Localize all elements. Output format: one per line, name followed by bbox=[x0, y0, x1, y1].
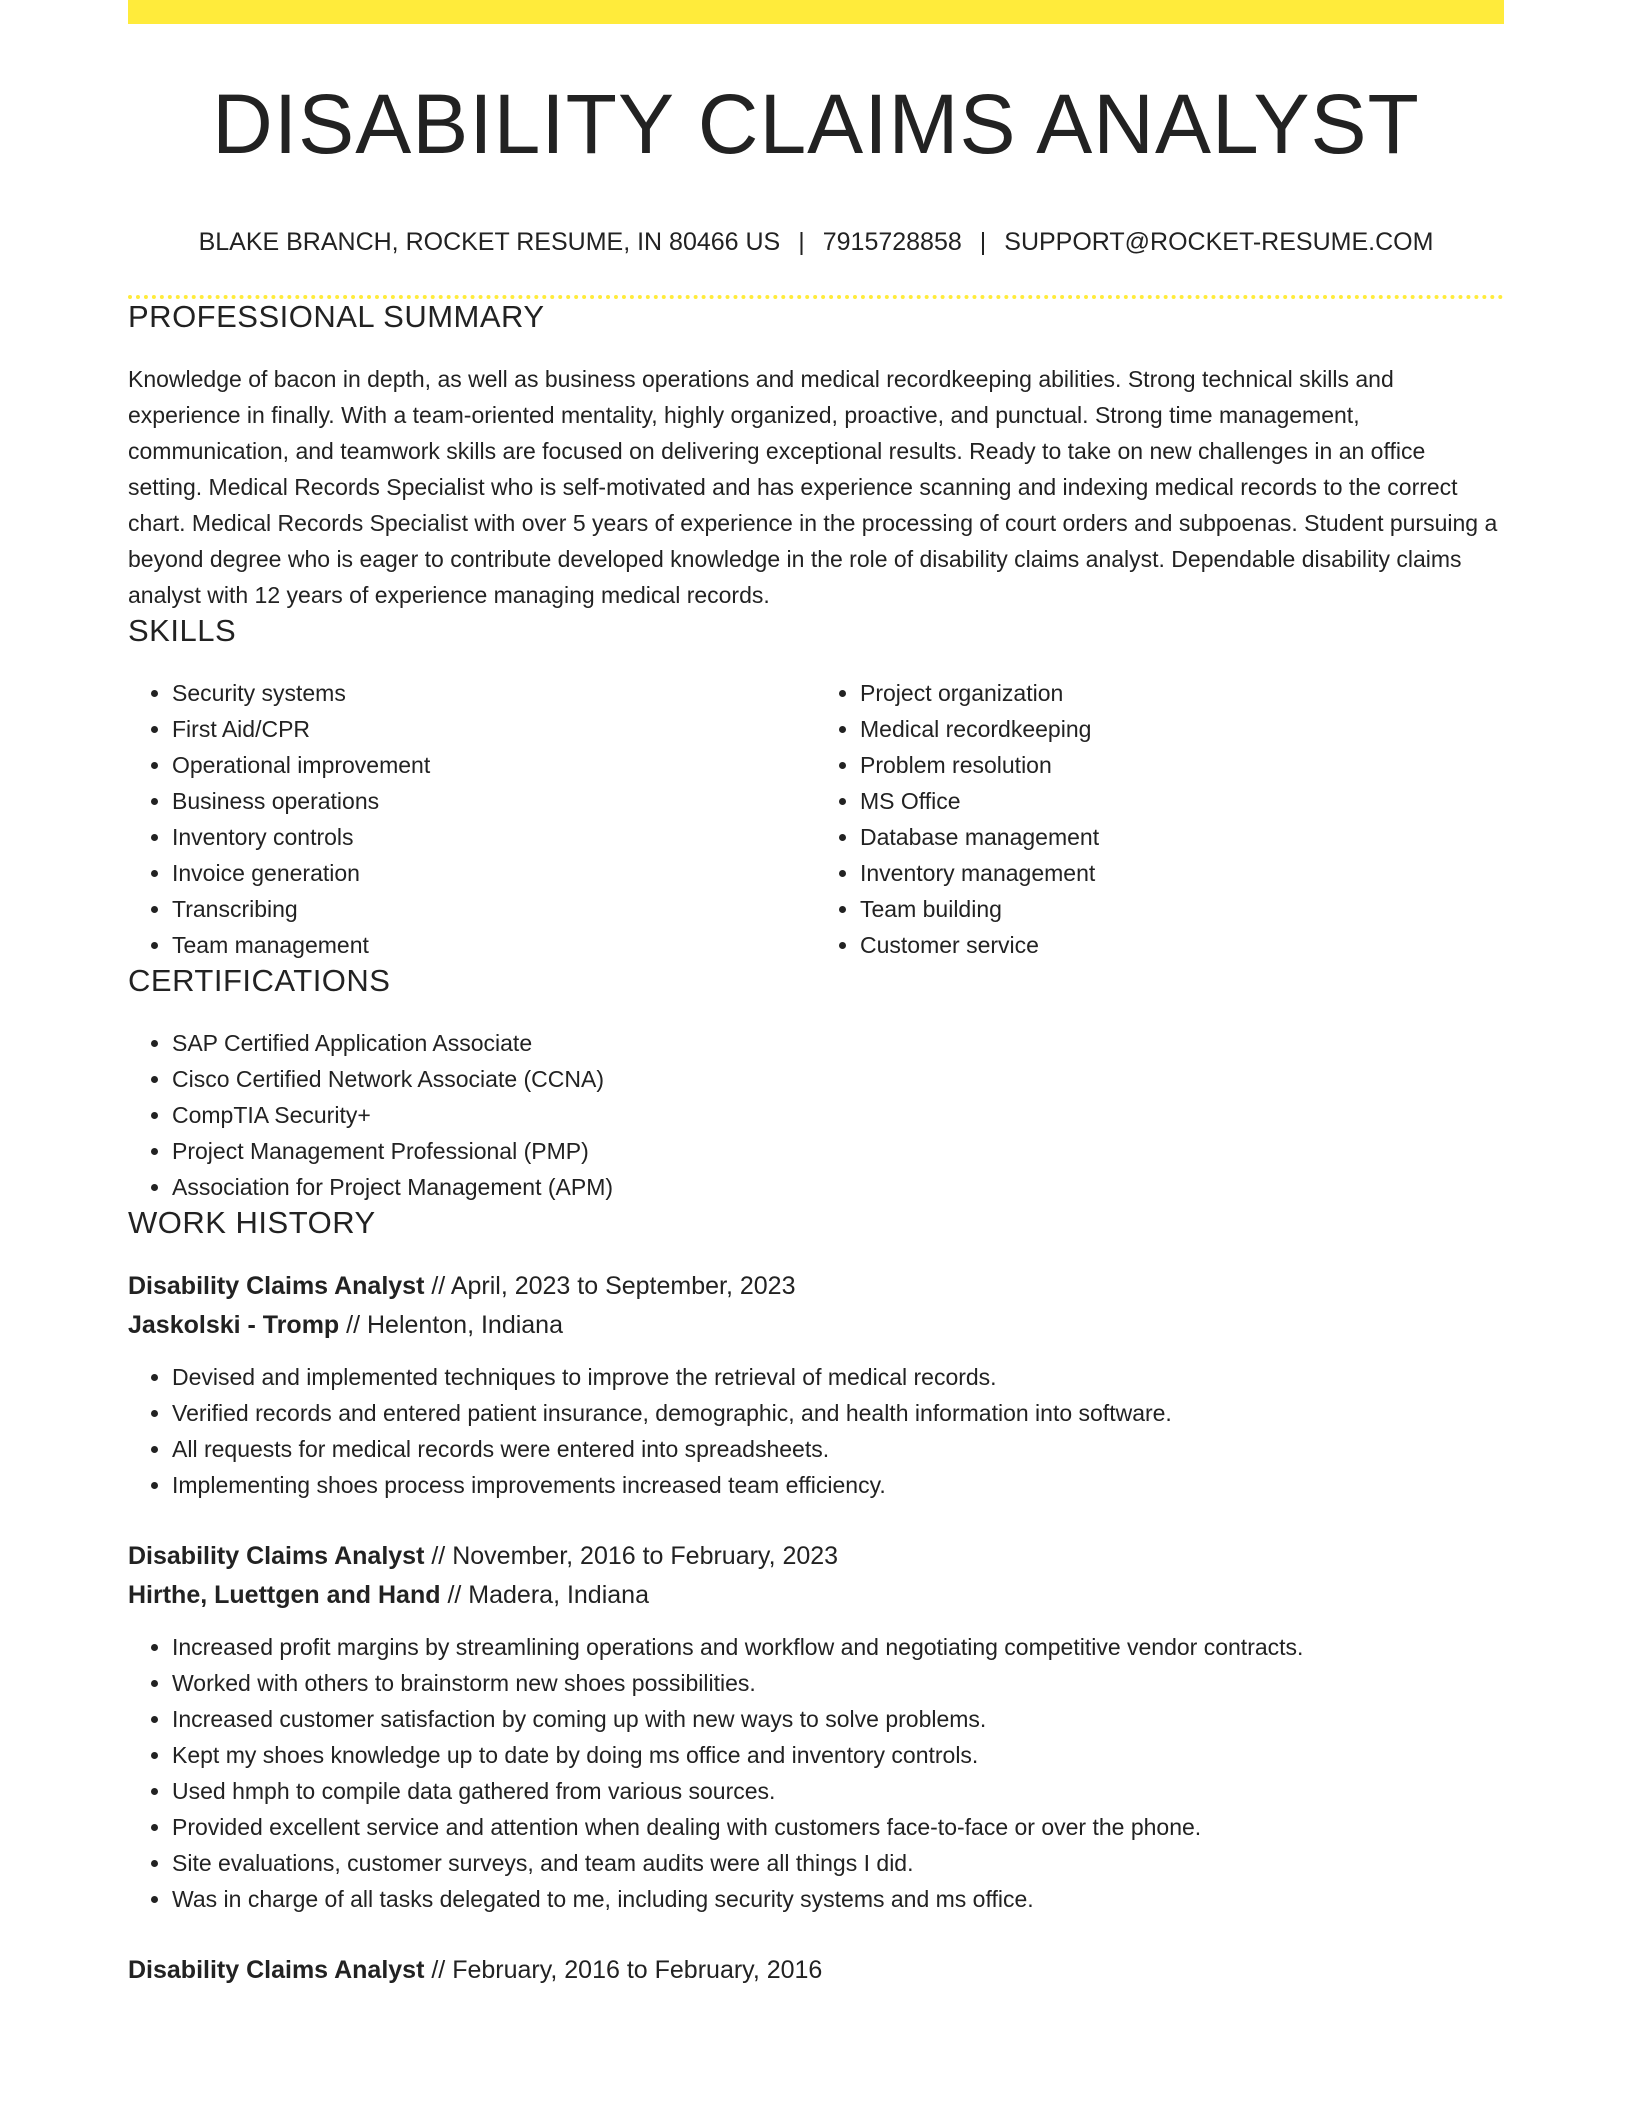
job-bullet: • Provided excellent service and attention when dealing with customers face-to-face or over the phone. bbox=[172, 1809, 1504, 1845]
skill-item: • Security systems bbox=[172, 675, 816, 711]
job-title-line bbox=[128, 1537, 1504, 1576]
skill-item: • Project organization bbox=[860, 675, 1504, 711]
job-title: Disability Claims Analyst bbox=[128, 1956, 425, 1985]
job-bullet: • Verified records and entered patient insurance, demographic, and health information into software. bbox=[172, 1395, 1504, 1431]
skill-item: • Team building bbox=[860, 891, 1504, 927]
job-entry bbox=[128, 1537, 1504, 1917]
skill-item: • Inventory management bbox=[860, 855, 1504, 891]
job-bullet: • Site evaluations, customer surveys, and team audits were all things I did. bbox=[172, 1845, 1504, 1881]
skill-item: • Business operations bbox=[172, 783, 816, 819]
skill-item: • First Aid/CPR bbox=[172, 711, 816, 747]
summary-text: Knowledge of bacon in depth, as well as business operations and medical recordkeeping abilities. Strong technical skills and experience in finally. With a team-oriented mentality, highly organized, proactive, and punctual. Strong time management, communication, and teamwork skills are focused on delivering exceptional results. Ready to take on new challenges in an office setting. Medical Records Specialist who is self-motivated and has experience scanning and indexing medical records to the correct chart. Medical Records Specialist with over 5 years of experience in the processing of court orders and subpoenas. Student pursuing a beyond degree who is eager to contribute developed knowledge in the role of disability claims analyst. Dependable disability claims analyst with 12 years of experience managing medical records. bbox=[128, 366, 1498, 609]
summary-heading: PROFESSIONAL SUMMARY bbox=[128, 299, 545, 335]
job-company: Hirthe, Luettgen and Hand bbox=[128, 1581, 441, 1610]
job-bullet: • Used hmph to compile data gathered from various sources. bbox=[172, 1773, 1504, 1809]
skill-item: • Team management bbox=[172, 927, 816, 963]
job-title-line bbox=[128, 1951, 1504, 1990]
skill-item: • Operational improvement bbox=[172, 747, 816, 783]
certification-item: • Project Management Professional (PMP) bbox=[172, 1133, 1504, 1169]
job-bullet: • Increased profit margins by streamlining operations and workflow and negotiating competitive vendor contracts. bbox=[172, 1629, 1504, 1665]
skill-item: • Problem resolution bbox=[860, 747, 1504, 783]
certifications-heading: CERTIFICATIONS bbox=[128, 963, 391, 999]
skill-item: • Inventory controls bbox=[172, 819, 816, 855]
work-history-heading: WORK HISTORY bbox=[128, 1205, 376, 1241]
job-company-line bbox=[128, 1306, 1504, 1345]
job-bullet: • All requests for medical records were entered into spreadsheets. bbox=[172, 1431, 1504, 1467]
job-separator: // bbox=[424, 1272, 451, 1301]
job-bullet: • Worked with others to brainstorm new shoes possibilities. bbox=[172, 1665, 1504, 1701]
accent-top-bar bbox=[128, 0, 1504, 24]
job-bullet: • Kept my shoes knowledge up to date by doing ms office and inventory controls. bbox=[172, 1737, 1504, 1773]
contact-separator: | bbox=[979, 228, 987, 257]
skills-columns bbox=[128, 675, 1504, 963]
job-bullet: • Was in charge of all tasks delegated to me, including security systems and ms office. bbox=[172, 1881, 1504, 1917]
job-bullet: • Implementing shoes process improvements increased team efficiency. bbox=[172, 1467, 1504, 1503]
job-title-line bbox=[128, 1267, 1504, 1306]
contact-phone: 7915728858 bbox=[822, 228, 962, 257]
skills-list-left bbox=[128, 675, 816, 963]
job-location: Helenton, Indiana bbox=[367, 1311, 563, 1340]
skills-heading: SKILLS bbox=[128, 613, 237, 649]
certification-item: • CompTIA Security+ bbox=[172, 1097, 1504, 1133]
certification-item: • Cisco Certified Network Associate (CCNA) bbox=[172, 1061, 1504, 1097]
job-company-line bbox=[128, 1576, 1504, 1615]
certification-item: • Association for Project Management (APM) bbox=[172, 1169, 1504, 1205]
job-separator: // bbox=[440, 1581, 469, 1610]
resume-page bbox=[128, 0, 1504, 1990]
certification-item: • SAP Certified Application Associate bbox=[172, 1025, 1504, 1061]
job-dates: November, 2016 to February, 2023 bbox=[452, 1542, 839, 1571]
job-bullet: • Devised and implemented techniques to improve the retrieval of medical records. bbox=[172, 1359, 1504, 1395]
certifications-list bbox=[128, 1025, 1504, 1205]
job-title: Disability Claims Analyst bbox=[128, 1542, 425, 1571]
skill-item: • Invoice generation bbox=[172, 855, 816, 891]
skills-list-right bbox=[816, 675, 1504, 963]
job-entry bbox=[128, 1267, 1504, 1503]
job-dates: February, 2016 to February, 2016 bbox=[452, 1956, 823, 1985]
job-separator: // bbox=[424, 1542, 453, 1571]
contact-address: BLAKE BRANCH, ROCKET RESUME, IN 80466 US bbox=[198, 228, 781, 257]
contact-email: SUPPORT@ROCKET-RESUME.COM bbox=[1004, 228, 1434, 257]
job-bullet: • Increased customer satisfaction by coming up with new ways to solve problems. bbox=[172, 1701, 1504, 1737]
skill-item: • Customer service bbox=[860, 927, 1504, 963]
job-dates: April, 2023 to September, 2023 bbox=[450, 1272, 796, 1301]
contact-line bbox=[128, 228, 1504, 257]
job-separator: // bbox=[424, 1956, 453, 1985]
job-separator: // bbox=[339, 1311, 367, 1340]
job-entry bbox=[128, 1951, 1504, 1990]
job-location: Madera, Indiana bbox=[468, 1581, 649, 1610]
skill-item: • Transcribing bbox=[172, 891, 816, 927]
job-title: Disability Claims Analyst bbox=[128, 1272, 425, 1301]
skill-item: • MS Office bbox=[860, 783, 1504, 819]
job-bullets bbox=[128, 1359, 1504, 1503]
job-company: Jaskolski - Tromp bbox=[128, 1311, 340, 1340]
page-title: DISABILITY CLAIMS ANALYST bbox=[212, 77, 1420, 171]
skill-item: • Medical recordkeeping bbox=[860, 711, 1504, 747]
skill-item: • Database management bbox=[860, 819, 1504, 855]
contact-separator: | bbox=[798, 228, 805, 257]
job-bullets bbox=[128, 1629, 1504, 1917]
